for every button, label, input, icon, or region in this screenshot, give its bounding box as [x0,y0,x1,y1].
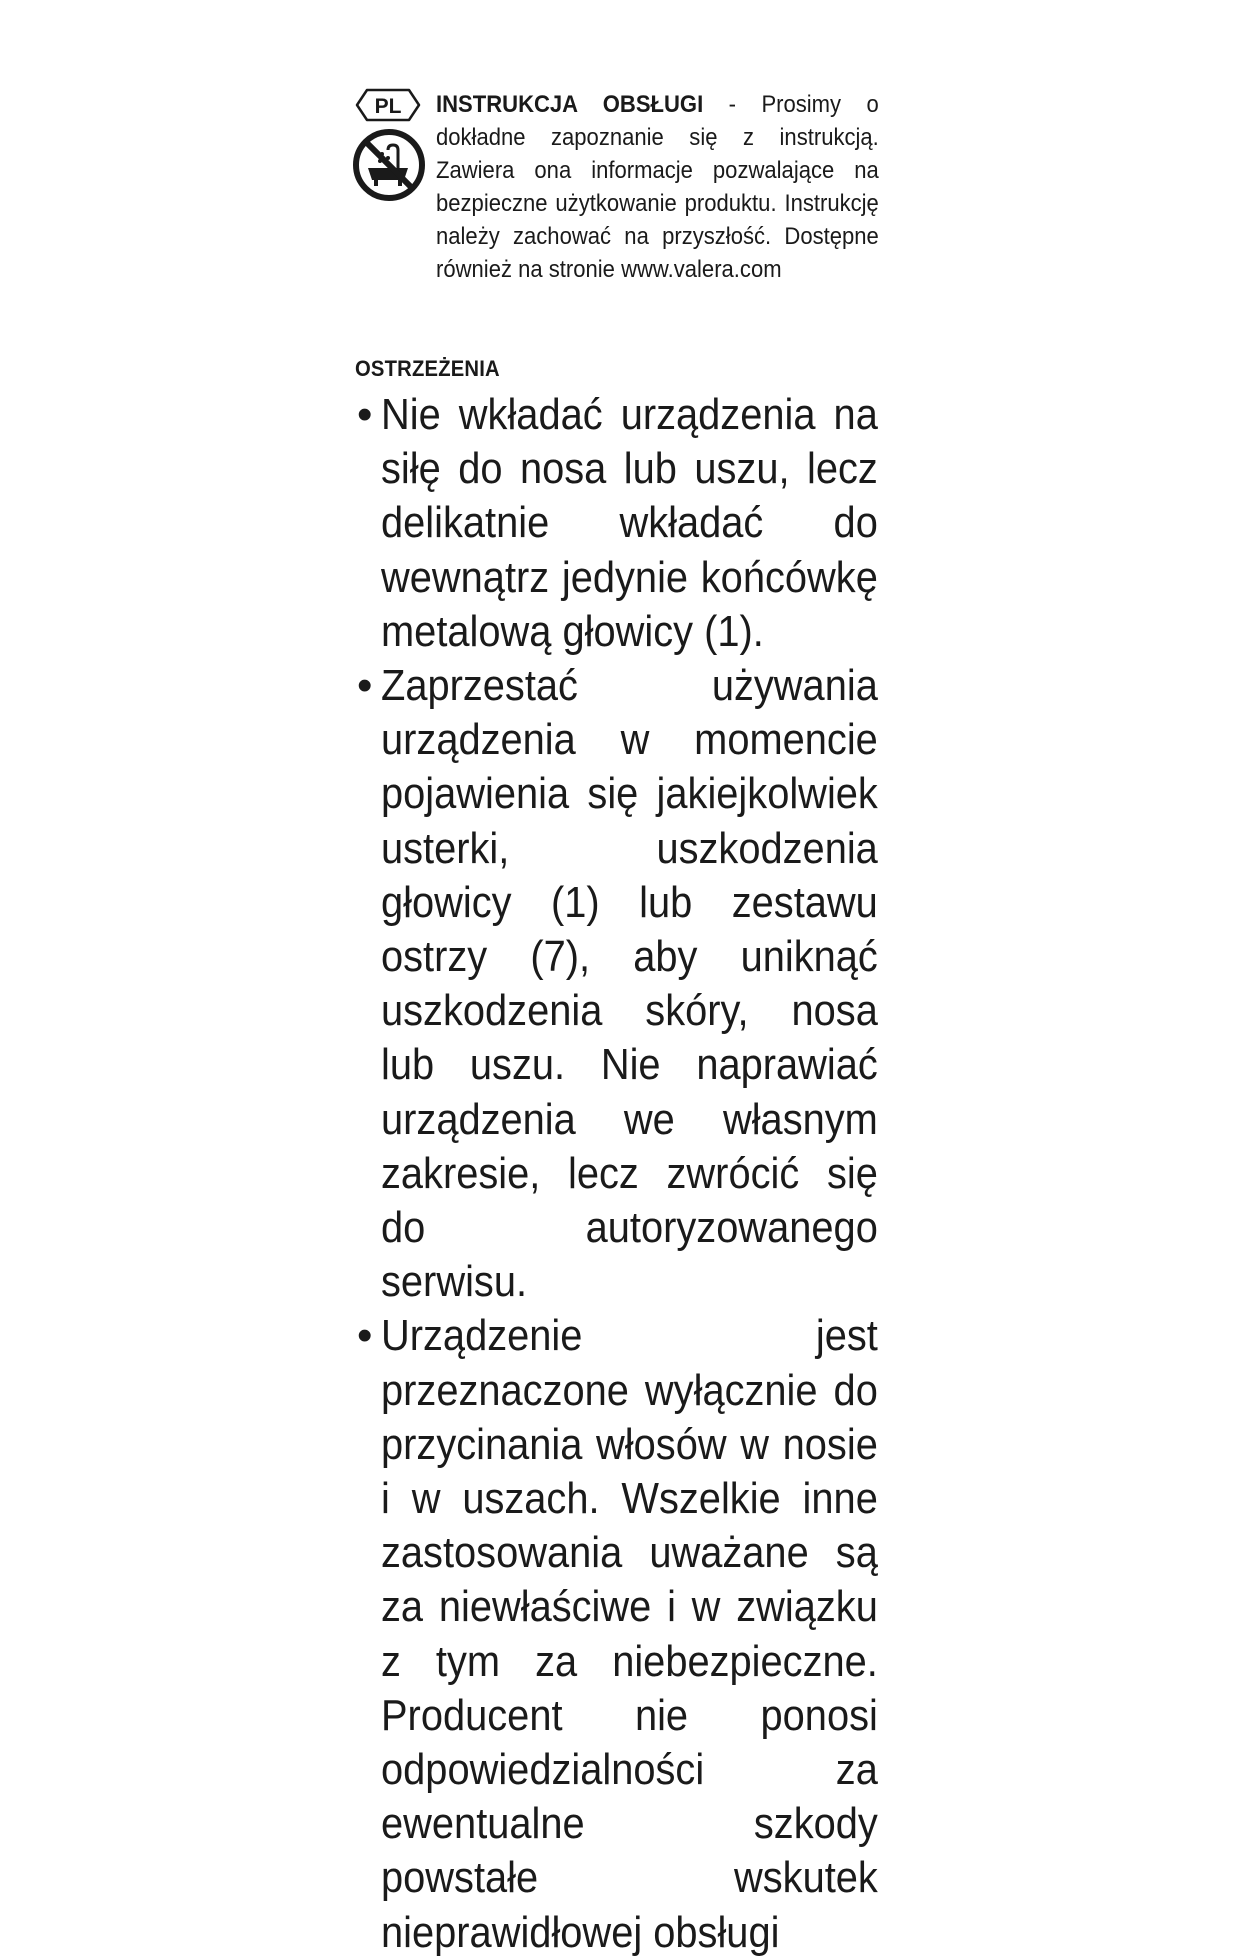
bullet-icon: • [357,661,373,711]
warnings-list [355,388,879,1960]
language-code: PL [374,95,402,118]
intro-body: - Prosimy o dokładne zapoznanie się z instrukcją. Zawiera ona informacje pozwalające na bezpieczne użytkowanie produktu. Instrukcję należy zachować na przyszłość. Dostępne również na stronie www.valera.com [436,91,879,283]
bullet-icon: • [357,1311,373,1361]
list-item [355,388,879,659]
manual-header [355,88,879,381]
intro-title: INSTRUKCJA OBSŁUGI [436,91,704,118]
warning-text: Zaprzestać używania urządzenia w momencie pojawienia się jakiejkolwiek usterki, uszkodzenia głowicy (1) lub zestawu ostrzy (7), aby uniknąć uszkodzenia skóry, nosa lub uszu. Nie naprawiać urządzenia we własnym zakresie, lecz zwrócić się do autoryzowanego serwisu. [381,661,878,1307]
warnings-heading: OSTRZEŻENIA [355,356,500,381]
manual-page-column [355,88,879,1957]
intro-paragraph [436,88,879,286]
bullet-icon: • [357,390,373,439]
language-badge-icon [355,88,421,122]
no-bath-icon [352,128,426,202]
warning-text: Urządzenie jest przeznaczone wyłącznie do przycinania włosów w nosie i w uszach. Wszelkie inne zastosowania uważane są za niewłaściwe i w związku z tym za niebezpieczne. Producent nie ponosi odpowiedzialności za ewentualne szkody powstałe wskutek nieprawidłowej obsługi [381,1311,878,1957]
warning-text: Nie wkładać urządzenia na siłę do nosa lub uszu, lecz delikatnie wkładać do wewnątrz jedynie końcówkę metalową głowicy (1). [381,390,878,656]
list-item [355,659,879,1309]
list-item [355,1309,879,1959]
